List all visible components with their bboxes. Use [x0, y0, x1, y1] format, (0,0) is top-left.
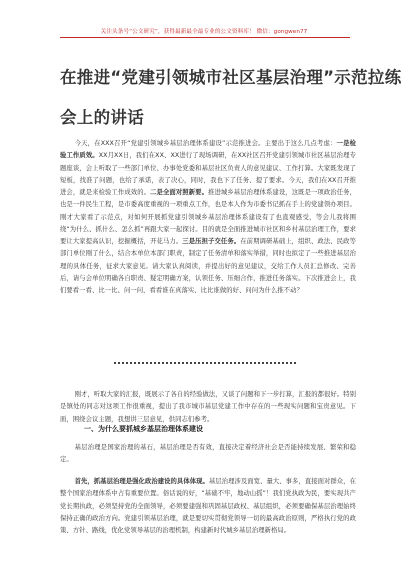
- paragraph-foundation: 基层治理是国家治理的基石，基层治理是否有效，直接决定着经济社会是否能持续发展、繁荣和稳定。: [60, 444, 356, 464]
- dotted-divider: [114, 362, 296, 364]
- paragraph-text: 推进城乡基层治理体系建设，这既是一项政治任务，也是一件民生工程，是市委高度重视的一项重点工作，也是本人作为市委书记抓在手上的党建领办项目。刚才大家看了示范点，对如何开展抓党建引领城乡基层治理体系建设有了也直观感受，等会儿我将围绕“为什么、抓什么、怎么抓”再跟大家一起探讨。目的就是全面推进城市社区和乡村基层治理工作，要求要让大家提高认识，挖掘概括，开花马力。: [60, 189, 357, 245]
- header-banner: 关注头条号“公文研究”，获得最新最全最专业的公文资料库！ 微信：gongwen77: [100, 29, 308, 35]
- bold-lead-sentence: 首先，抓基层治理是强化政治建设的具体体现。: [74, 478, 209, 485]
- header-divider: [60, 37, 350, 38]
- page-title: 在推进“党建引领城市社区基层治理”示范拉练: [60, 68, 402, 87]
- paragraph-text: 基层治理涉及面宽、量大、事多，直接面对群众，在整个国家治理体系中占有重要位置。俗话说的好，“基础不牢，地动山摇”！我们党执政为民，要实现共产党长期执政，必须坚持党的全面领导，必须要建强和巩固基层政权、基层组织，必须要确保基层治理始终保持正确的政治方向。党建引领基层治理，就是要切实贯彻党领导一切的最高政治原则，严格执行党的政策、方针、路线，优化党领导基层的治理机制，构建新时代城乡基层治理新格局。: [60, 478, 356, 534]
- page-title-continued: 会上的讲话: [60, 108, 144, 127]
- paragraph-text: XX月XX日，我们在XX、XX进行了现场调研，在XX社区召开党建引领城市社区基层治理专题座谈，会上听取了一些部门单位、办事处党委和基层社区负责人的意见建议、工作打算。大家既发现了短板，找准了问题，也给了承诺，表了决心，同时，我也下了任务、提了要求。今天，我们在XX召开推进会，就是来检验工作成效的。: [60, 152, 356, 196]
- bold-point-two: 二是全面对照新要。: [150, 189, 209, 196]
- paragraph-summary: 刚才，听取大家的汇报，既展示了各自的经验做法，又谈了问题和下一步打算，汇报的都很好。特别是镇处的同志对这项工作很重视，提出了我市城市基层党建工作中存在的一些现实问题和宝贵意见。下面，围绕会议主题，我想讲三层意见，供同志们参考。: [60, 391, 356, 423]
- paragraph-intro: [60, 138, 356, 297]
- bold-point-three: 三是压担子交任务。: [182, 238, 241, 245]
- section-heading: 一、为什么要抓城乡基层治理体系建设: [84, 425, 203, 433]
- paragraph-politics: [60, 476, 356, 537]
- paragraph-text: 今天，在XXX召开“党建引领城乡基层治理体系建设”示范推进会。主要出于这么几点考虑：: [74, 140, 337, 147]
- bold-point-one: 一是检验工作质效。: [60, 140, 356, 160]
- paragraph-text: 在前期调研基础上，组织、政法、民政等部门单位刚了什么，结合本单位本部门职责，制定了任务清单和落实举措，同时也拟定了一些推进基层治理的具体任务，征求大家意见。请大家认真阅读，并提出好的意见建议，交给工作人员汇总修改、完善后，请与会单位明确各自职责、疑定明确方案，认领任务、压细合作，推进任务落实。下次推进会上，我们要看一看、比一比、问一问，看看谁在真落实、比比谁做的好、问问为什么推不动？: [60, 238, 357, 294]
